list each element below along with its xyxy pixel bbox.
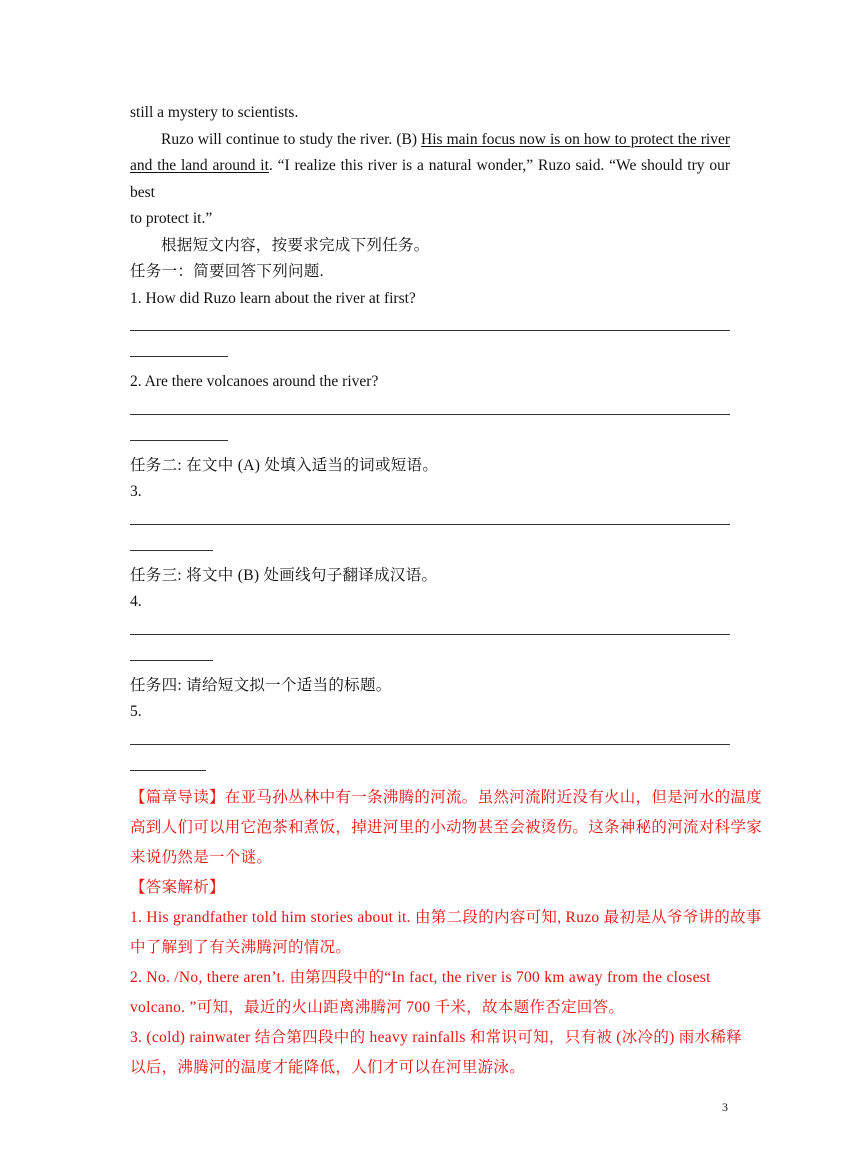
answer-line-4-cont[interactable]: [130, 660, 213, 661]
answer-line-5[interactable]: [130, 744, 730, 745]
answer-line-5-cont[interactable]: [130, 770, 206, 771]
answer-line-4[interactable]: [130, 634, 730, 635]
answer-1-cont: 中了解到了有关沸腾河的情况。: [130, 938, 352, 956]
passage-paragraph-cont: [130, 153, 730, 206]
passage-line: still a mystery to scientists.: [130, 104, 299, 121]
guide-line: 【篇章导读】在亚马孙丛林中有一条沸腾的河流。虽然河流附近没有火山，但是河水的温度: [130, 788, 763, 806]
answer-line-1-cont[interactable]: [130, 356, 228, 357]
page-number: 3: [722, 1100, 728, 1114]
question-3: 3.: [130, 483, 142, 500]
passage-text: Ruzo will continue to study the river. (B): [161, 130, 422, 148]
answer-line-3-cont[interactable]: [130, 550, 213, 551]
guide-line: 高到人们可以用它泡茶和煮饭，掉进河里的小动物甚至会被烫伤。这条神秘的河流对科学家: [130, 818, 763, 836]
answer-2-cont: volcano. ”可知，最近的火山距离沸腾河 700 千米，故本题作否定回答。: [130, 998, 625, 1016]
answer-3-cont: 以后，沸腾河的温度才能降低，人们才可以在河里游泳。: [130, 1058, 526, 1076]
question-1: 1. How did Ruzo learn about the river at first?: [130, 289, 416, 307]
answer-2: 2. No. /No, there aren’t. 由第四段中的“In fact, the river is 700 km away from the closest: [130, 968, 711, 986]
instruction: 根据短文内容，按要求完成下列任务。: [161, 236, 430, 254]
question-4: 4.: [130, 593, 142, 610]
guide-line: 来说仍然是一个谜。: [130, 848, 273, 866]
passage-text: . “I realize this river is a natural wonder,” Ruzo said. “We should try our best: [130, 157, 730, 201]
answer-line-2[interactable]: [130, 414, 730, 415]
task4-title: 任务四: 请给短文拟一个适当的标题。: [130, 676, 392, 694]
underlined-sentence-b-cont: and the land around it: [130, 157, 269, 174]
answer-3: 3. (cold) rainwater 结合第四段中的 heavy rainfalls 和常识可知，只有被 (冰冷的) 雨水稀释: [130, 1028, 742, 1046]
answer-line-2-cont[interactable]: [130, 440, 228, 441]
passage-line: to protect it.”: [130, 210, 213, 227]
page-content: [130, 100, 763, 1083]
answer-heading: 【答案解析】: [130, 878, 225, 896]
task1-title: 任务一：简要回答下列问题.: [130, 263, 324, 280]
answer-line-3[interactable]: [130, 524, 730, 525]
underlined-sentence-b: His main focus now is on how to protect the river: [421, 130, 731, 148]
question-2: 2. Are there volcanoes around the river?: [130, 373, 379, 390]
reading-guide: [130, 783, 763, 873]
answer-1: 1. His grandfather told him stories about it. 由第二段的内容可知, Ruzo 最初是从爷爷讲的故事: [130, 908, 762, 926]
task2-title: 任务二: 在文中 (A) 处填入适当的词或短语。: [130, 456, 439, 474]
task3-title: 任务三: 将文中 (B) 处画线句子翻译成汉语。: [130, 566, 438, 584]
passage-paragraph: [130, 127, 730, 154]
question-5: 5.: [130, 703, 142, 720]
answer-line-1[interactable]: [130, 330, 730, 331]
answer-analysis: [130, 873, 762, 1083]
